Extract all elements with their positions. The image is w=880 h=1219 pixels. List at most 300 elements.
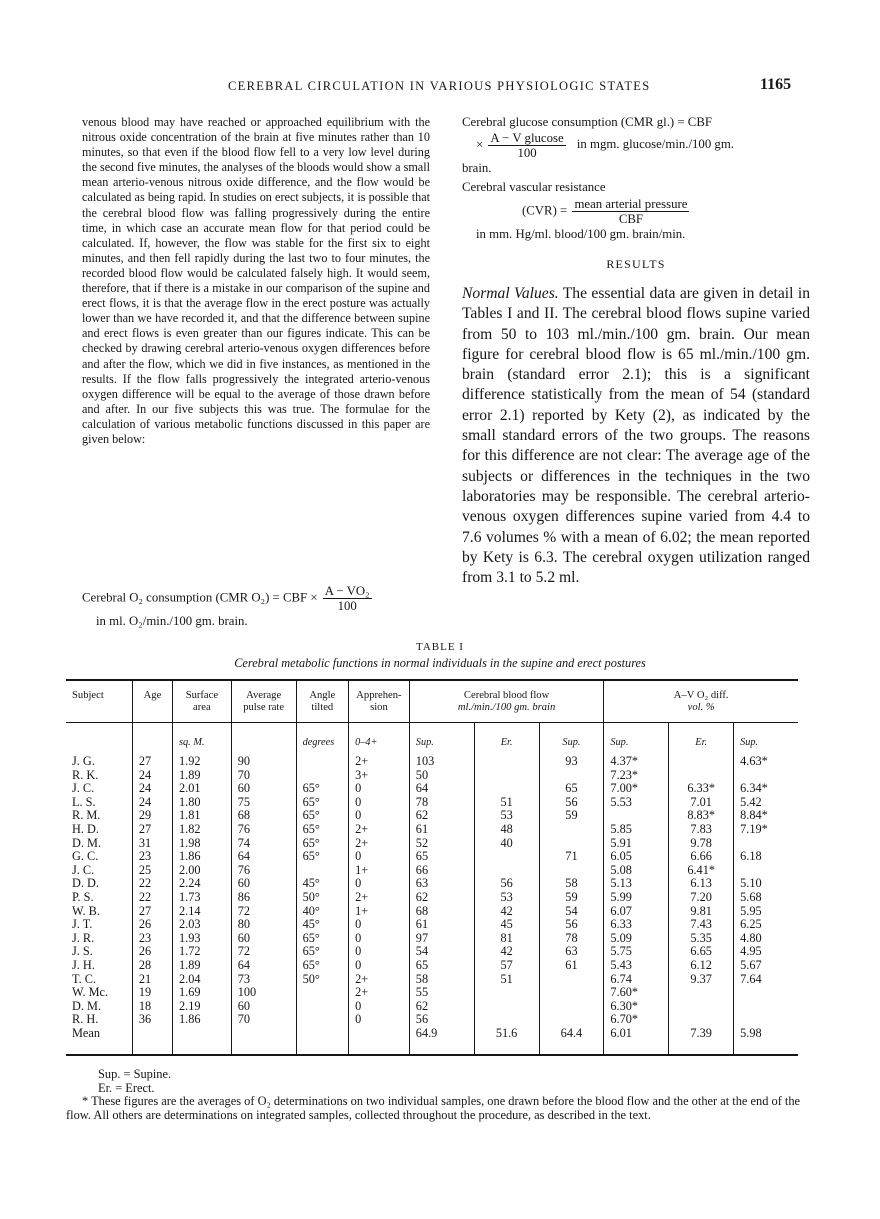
table-cell xyxy=(734,1013,798,1027)
table-cell: 7.00* xyxy=(604,782,669,796)
table-cell: 0 xyxy=(349,918,410,932)
table-cell xyxy=(474,864,539,878)
header-angle: Angle tilted xyxy=(296,680,349,723)
table-row xyxy=(66,755,798,769)
table-cell: 52 xyxy=(409,837,474,851)
table-cell: 1+ xyxy=(349,864,410,878)
table-cell: 97 xyxy=(409,932,474,946)
table-cell: 64 xyxy=(409,782,474,796)
table-cell xyxy=(604,809,669,823)
table-cell xyxy=(296,1013,349,1027)
table-cell: 8.83* xyxy=(669,809,734,823)
unit-cell: Sup. xyxy=(539,723,604,756)
results-heading: RESULTS xyxy=(606,257,666,271)
table-cell: 1.82 xyxy=(173,823,232,837)
table-cell: 6.66 xyxy=(669,850,734,864)
table-cell: 1.73 xyxy=(173,891,232,905)
table-row xyxy=(66,782,798,796)
table-cell: 24 xyxy=(132,796,172,810)
table-cell: 5.09 xyxy=(604,932,669,946)
unit-cell xyxy=(132,723,172,756)
table-cell: 57 xyxy=(474,959,539,973)
table-cell: 5.35 xyxy=(669,932,734,946)
table-cell: D. M. xyxy=(72,998,102,1013)
table-cell: 5.13 xyxy=(604,877,669,891)
table-cell: 60 xyxy=(231,877,296,891)
table-cell: 1.69 xyxy=(173,986,232,1000)
table-cell: 22 xyxy=(132,877,172,891)
table-cell: 27 xyxy=(132,823,172,837)
table-cell: J. C. xyxy=(72,781,95,796)
table-cell: 5.42 xyxy=(734,796,798,810)
table-cell xyxy=(734,864,798,878)
table-cell: 5.99 xyxy=(604,891,669,905)
table-row xyxy=(66,905,798,919)
table-cell: 2.03 xyxy=(173,918,232,932)
table-cell: 22 xyxy=(132,891,172,905)
table-cell: 1.72 xyxy=(173,945,232,959)
table-cell: 56 xyxy=(409,1013,474,1027)
table-cell: 6.74 xyxy=(604,973,669,987)
glucose-units-tail: brain. xyxy=(462,161,492,175)
table-cell: D. M. xyxy=(72,835,102,850)
table-cell xyxy=(474,769,539,783)
table-cell: 40 xyxy=(474,837,539,851)
header-cbf-title: Cerebral blood flow xyxy=(463,690,550,701)
table-row xyxy=(66,877,798,891)
table-cell: 78 xyxy=(539,932,604,946)
table-mean-row xyxy=(66,1027,798,1056)
table-cell: 6.30* xyxy=(604,1000,669,1014)
header-pulse: Average pulse rate xyxy=(231,680,296,723)
mean-cell: 64.9 xyxy=(409,1027,474,1056)
table-cell xyxy=(734,837,798,851)
right-column xyxy=(462,114,810,588)
table-cell: J. G. xyxy=(72,754,95,768)
formula-o2-denominator: 100 xyxy=(337,599,357,613)
table-cell: 7.83 xyxy=(669,823,734,837)
body-paragraph: venous blood may have reached or approached equilibrium with the nitrous oxide concentration of the brain at five minutes rather than 10 minutes, so that even if the blood flow fell to a very low level during the second five minutes, the analyses of the bloods would show a small mean arterio-venous nitrous oxide difference, and the flow would be calculated as being rapid. In studies on erect subjects, it is possible that the cerebral blood flow was falling progressively during the entire time, in which case an accurate mean flow for that period could be calculated. If, however, the flow was stable for the first six to eight minutes, and then fell rapidly during the last two to four minutes, the recorded blood flow would be calculated falsely high. It would seem, therefore, that if there is a mistake in our comparison of the supine and erect flows, it is that the average flow in the erect posture was actually lower than we have recorded it, and that the difference between supine and erect flows is even greater than our figures indicate. This can be checked by drawing cerebral arterio-venous oxygen differences before and after the flow, which we did in five instances, as mentioned in the results. If the flow falls progressively the integrated arterio-venous oxygen difference will be equal to the average of those drawn before and after. In our five subjects this was true. The formulae for the calculation of various metabolic functions discussed in this paper are given below: xyxy=(82,115,430,446)
table-cell: 27 xyxy=(132,905,172,919)
cvr-units: in mm. Hg/ml. blood/100 gm. brain/min. xyxy=(476,227,686,241)
header-age: Age xyxy=(132,680,172,723)
table-cell: 1.92 xyxy=(173,755,232,769)
table-cell xyxy=(539,769,604,783)
table-cell: G. C. xyxy=(72,849,99,864)
table-row xyxy=(66,796,798,810)
table-cell: 61 xyxy=(409,823,474,837)
table-cell: 1.81 xyxy=(173,809,232,823)
header-avo2-units: vol. % xyxy=(687,701,715,713)
table-cell: 54 xyxy=(539,905,604,919)
table-cell: 19 xyxy=(132,986,172,1000)
table-cell: 4.63* xyxy=(734,755,798,769)
formula-o2-consumption xyxy=(82,584,430,630)
table-row xyxy=(66,918,798,932)
table-cell: 7.43 xyxy=(669,918,734,932)
table-cell: 6.18 xyxy=(734,850,798,864)
table-cell: 21 xyxy=(132,973,172,987)
table-cell: 61 xyxy=(409,918,474,932)
table-cell: 50° xyxy=(296,973,349,987)
table-cell: 42 xyxy=(474,945,539,959)
mean-cell xyxy=(349,1027,410,1056)
table-cell: 65 xyxy=(409,959,474,973)
table-cell: 2.24 xyxy=(173,877,232,891)
table-cell: 36 xyxy=(132,1013,172,1027)
table-label: TABLE I xyxy=(416,641,464,653)
table-cell: 48 xyxy=(474,823,539,837)
mean-cell: 6.01 xyxy=(604,1027,669,1056)
table-row xyxy=(66,769,798,783)
table-cell: 0 xyxy=(349,796,410,810)
table-cell: 25 xyxy=(132,864,172,878)
table-cell xyxy=(474,755,539,769)
table-cell: R. K. xyxy=(72,767,99,782)
table-cell: J. R. xyxy=(72,930,95,945)
table-cell: 64 xyxy=(231,959,296,973)
table-cell: 6.05 xyxy=(604,850,669,864)
formula-o2-numerator: A − VO₂ xyxy=(324,584,370,598)
table-cell: 0 xyxy=(349,1013,410,1027)
header-cbf xyxy=(409,680,604,723)
table-cell: 100 xyxy=(231,986,296,1000)
glucose-units: in mgm. glucose/min./100 gm. xyxy=(576,137,734,152)
table-cell xyxy=(296,755,349,769)
table-cell: 62 xyxy=(409,1000,474,1014)
table-cell: D. D. xyxy=(72,876,99,891)
table-cell: 59 xyxy=(539,809,604,823)
table-cell: 78 xyxy=(409,796,474,810)
table-cell: 65° xyxy=(296,809,349,823)
glucose-numerator: A − V glucose xyxy=(490,131,564,145)
table-row xyxy=(66,1000,798,1014)
table-row xyxy=(66,1013,798,1027)
table-cell: 9.78 xyxy=(669,837,734,851)
table-cell: 2.04 xyxy=(173,973,232,987)
table-cell: 4.80 xyxy=(734,932,798,946)
table-cell: 45 xyxy=(474,918,539,932)
table-row xyxy=(66,837,798,851)
table-footnotes xyxy=(66,1067,822,1122)
unit-cell: degrees xyxy=(296,723,349,756)
table-cell: 0 xyxy=(349,932,410,946)
table-cell: 5.08 xyxy=(604,864,669,878)
table-cell: 4.95 xyxy=(734,945,798,959)
table-cell: 31 xyxy=(132,837,172,851)
table-cell: 68 xyxy=(231,809,296,823)
table-cell: 1.98 xyxy=(173,837,232,851)
table-cell: J. T. xyxy=(72,917,93,932)
table-cell: 6.70* xyxy=(604,1013,669,1027)
table-cell: 65° xyxy=(296,945,349,959)
glucose-denominator: 100 xyxy=(517,146,537,160)
table-cell: 65 xyxy=(539,782,604,796)
table-cell xyxy=(296,864,349,878)
left-column xyxy=(82,115,430,447)
table-cell: R. H. xyxy=(72,1012,99,1027)
table-cell: 5.75 xyxy=(604,945,669,959)
table-cell: 103 xyxy=(409,755,474,769)
table-cell: 63 xyxy=(409,877,474,891)
table-cell: 65° xyxy=(296,932,349,946)
table-row xyxy=(66,932,798,946)
table-cell: 0 xyxy=(349,945,410,959)
table-cell: 65° xyxy=(296,959,349,973)
table-cell xyxy=(669,769,734,783)
table-cell: 9.37 xyxy=(669,973,734,987)
table-cell: 5.95 xyxy=(734,905,798,919)
table-row xyxy=(66,850,798,864)
table-cell: 6.34* xyxy=(734,782,798,796)
table-cell xyxy=(539,1013,604,1027)
table-cell: 42 xyxy=(474,905,539,919)
table-cell: 5.67 xyxy=(734,959,798,973)
unit-cell: 0–4+ xyxy=(349,723,410,756)
table-cell: 2.00 xyxy=(173,864,232,878)
table-cell: 4.37* xyxy=(604,755,669,769)
table-cell: 1.86 xyxy=(173,1013,232,1027)
table-cell: 81 xyxy=(474,932,539,946)
mean-cell xyxy=(296,1027,349,1056)
table-row xyxy=(66,986,798,1000)
table-cell: R. M. xyxy=(72,808,101,823)
table-cell: 26 xyxy=(132,945,172,959)
table-cell xyxy=(669,1000,734,1014)
glucose-formula-lhs: Cerebral glucose consumption (CMR gl.) = CBF xyxy=(462,115,712,129)
table-cell: 60 xyxy=(231,932,296,946)
table-cell: 9.81 xyxy=(669,905,734,919)
table-cell: 90 xyxy=(231,755,296,769)
cvr-fraction xyxy=(572,197,689,226)
table-cell xyxy=(474,986,539,1000)
data-table xyxy=(66,679,798,1056)
unit-cell: Er. xyxy=(474,723,539,756)
table-cell: 23 xyxy=(132,850,172,864)
table-cell: 5.68 xyxy=(734,891,798,905)
header-avo2-title: A–V O₂ diff. xyxy=(673,690,729,701)
table-cell: 7.64 xyxy=(734,973,798,987)
table-cell xyxy=(474,1013,539,1027)
table-cell: 2+ xyxy=(349,837,410,851)
running-head xyxy=(0,76,880,98)
table-cell: 76 xyxy=(231,823,296,837)
table-cell: 3+ xyxy=(349,769,410,783)
table-cell: 65° xyxy=(296,823,349,837)
table-cell: 80 xyxy=(231,918,296,932)
table-cell: 50° xyxy=(296,891,349,905)
table-cell: 64 xyxy=(231,850,296,864)
table-cell: 0 xyxy=(349,850,410,864)
table-cell: 72 xyxy=(231,945,296,959)
table-cell: J. C. xyxy=(72,862,95,877)
table-cell: 45° xyxy=(296,918,349,932)
table-cell xyxy=(296,769,349,783)
table-cell xyxy=(539,837,604,851)
table-cell: W. Mc. xyxy=(72,985,109,1000)
table-cell: 2.19 xyxy=(173,1000,232,1014)
table-cell: 53 xyxy=(474,809,539,823)
table-cell: 7.19* xyxy=(734,823,798,837)
cvr-numerator: mean arterial pressure xyxy=(574,197,688,211)
table-cell: 27 xyxy=(132,755,172,769)
table-cell: 73 xyxy=(231,973,296,987)
table-cell xyxy=(734,1000,798,1014)
table-cell: 86 xyxy=(231,891,296,905)
table-cell: 7.60* xyxy=(604,986,669,1000)
page-number: 1165 xyxy=(760,76,792,93)
table-cell: 1.80 xyxy=(173,796,232,810)
table-cell: 6.12 xyxy=(669,959,734,973)
table-cell: 5.91 xyxy=(604,837,669,851)
table-cell: 60 xyxy=(231,782,296,796)
table-cell: 56 xyxy=(539,918,604,932)
table-cell xyxy=(734,986,798,1000)
table-cell: 0 xyxy=(349,959,410,973)
table-cell: 2+ xyxy=(349,755,410,769)
table-cell: 45° xyxy=(296,877,349,891)
table-cell: 7.20 xyxy=(669,891,734,905)
table-cell: P. S. xyxy=(72,889,94,904)
table-cell: 74 xyxy=(231,837,296,851)
table-cell: 24 xyxy=(132,769,172,783)
table-cell: 70 xyxy=(231,769,296,783)
cvr-formula xyxy=(462,197,810,226)
header-apprehension: Apprehen- sion xyxy=(349,680,410,723)
resistance-label: Cerebral vascular resistance xyxy=(462,180,606,194)
table-cell: 75 xyxy=(231,796,296,810)
mean-cell xyxy=(173,1027,232,1056)
header-surface-area: Surface area xyxy=(173,680,232,723)
table-cell: 6.07 xyxy=(604,905,669,919)
table-row xyxy=(66,973,798,987)
unit-cell xyxy=(66,723,132,756)
table-cell: 65° xyxy=(296,837,349,851)
mean-cell: Mean xyxy=(66,1027,132,1056)
table-cell: 6.33 xyxy=(604,918,669,932)
table-caption: Cerebral metabolic functions in normal individuals in the supine and erect postures xyxy=(234,656,646,670)
table-cell: 51 xyxy=(474,796,539,810)
table-cell: 71 xyxy=(539,850,604,864)
table-cell: 65° xyxy=(296,850,349,864)
table-cell: 1.93 xyxy=(173,932,232,946)
table-cell: 2.14 xyxy=(173,905,232,919)
table-row xyxy=(66,959,798,973)
glucose-fraction xyxy=(488,131,565,160)
table-row xyxy=(66,891,798,905)
table-row xyxy=(66,864,798,878)
table-cell: 68 xyxy=(409,905,474,919)
table-cell: 2+ xyxy=(349,986,410,1000)
table-cell: 24 xyxy=(132,782,172,796)
table-cell xyxy=(296,1000,349,1014)
table-cell: W. B. xyxy=(72,903,100,918)
mean-cell: 51.6 xyxy=(474,1027,539,1056)
table-header-row xyxy=(66,680,798,723)
header-cbf-units: ml./min./100 gm. brain xyxy=(457,701,556,713)
table-row xyxy=(66,823,798,837)
mean-cell xyxy=(132,1027,172,1056)
table-row xyxy=(66,809,798,823)
table-cell: 28 xyxy=(132,959,172,973)
table-cell: 18 xyxy=(132,1000,172,1014)
mean-cell: 5.98 xyxy=(734,1027,798,1056)
table-cell xyxy=(669,986,734,1000)
table-cell: 60 xyxy=(231,1000,296,1014)
table-cell xyxy=(539,973,604,987)
mean-cell: 7.39 xyxy=(669,1027,734,1056)
table-cell: 2+ xyxy=(349,823,410,837)
table-cell xyxy=(474,1000,539,1014)
cvr-lhs: (CVR) = xyxy=(522,203,568,218)
table-cell: 93 xyxy=(539,755,604,769)
table-cell: 5.85 xyxy=(604,823,669,837)
cvr-denominator: CBF xyxy=(618,212,644,226)
table-cell: 63 xyxy=(539,945,604,959)
footnote-asterisk: * These figures are the averages of O₂ determinations on two individual samples, one drawn before the blood flow and the other at the end of the flow. All others are determinations on integrated samples, collected throughout the procedure, as described in the text. xyxy=(66,1094,801,1122)
formula-o2-units: in ml. O₂/min./100 gm. brain. xyxy=(96,614,248,628)
footnote-sup: Sup. = Supine. xyxy=(98,1067,172,1081)
results-body: The essential data are given in detail in Tables I and II. The cerebral blood flows supine varied from 50 to 103 ml./min./100 gm. brain. Our mean figure for cerebral blood flow is 65 ml./min./100 gm. brain (standard error 2.1); this is a significant difference statistically from the mean of 54 (standard error 2.1) reported by Kety (2), as indicated by the small standard errors of the two groups. The reasons for this difference are not clear: The average age of the subjects or differences in the techniques in the two laboratories may be responsible. The cerebral arterio-venous oxygen differences supine varied from 4.4 to 7.6 volumes % with a mean of 6.02; the mean reported by Kety is 6.3. The cerebral oxygen utilization ranged from 3.1 to 5.2 ml. xyxy=(462,285,810,587)
table-cell: 2+ xyxy=(349,891,410,905)
unit-cell: sq. M. xyxy=(173,723,232,756)
unit-cell: Sup. xyxy=(734,723,798,756)
table-cell: 0 xyxy=(349,877,410,891)
table-cell: 70 xyxy=(231,1013,296,1027)
table-cell: 72 xyxy=(231,905,296,919)
table-cell: 5.53 xyxy=(604,796,669,810)
table-cell: 0 xyxy=(349,1000,410,1014)
table-cell xyxy=(734,769,798,783)
table-cell: 5.10 xyxy=(734,877,798,891)
table-cell xyxy=(539,986,604,1000)
table-cell: 53 xyxy=(474,891,539,905)
table-cell: H. D. xyxy=(72,821,99,836)
table-cell: 1.89 xyxy=(173,959,232,973)
table-cell: 65° xyxy=(296,796,349,810)
mean-cell: 64.4 xyxy=(539,1027,604,1056)
table-cell xyxy=(474,850,539,864)
table-cell: 54 xyxy=(409,945,474,959)
header-subject: Subject xyxy=(66,680,132,723)
table-row xyxy=(66,945,798,959)
header-avo2 xyxy=(604,680,798,723)
table-cell: 6.13 xyxy=(669,877,734,891)
glucose-formula-rhs xyxy=(462,131,810,160)
table-cell: 1+ xyxy=(349,905,410,919)
table-cell: J. H. xyxy=(72,957,95,972)
table-cell: L. S. xyxy=(72,794,96,809)
table-cell: 1.89 xyxy=(173,769,232,783)
table-cell: 66 xyxy=(409,864,474,878)
table-cell: 50 xyxy=(409,769,474,783)
table-cell xyxy=(539,864,604,878)
formula-o2-lhs: Cerebral O₂ consumption (CMR O₂) = CBF × xyxy=(82,590,318,605)
table-cell: 5.43 xyxy=(604,959,669,973)
table-cell: 8.84* xyxy=(734,809,798,823)
mean-cell xyxy=(231,1027,296,1056)
table-cell: 56 xyxy=(539,796,604,810)
table-cell: T. C. xyxy=(72,971,97,986)
table-cell: 62 xyxy=(409,891,474,905)
table-cell: 0 xyxy=(349,782,410,796)
table-cell: 2+ xyxy=(349,973,410,987)
table-cell xyxy=(296,986,349,1000)
table-cell: 62 xyxy=(409,809,474,823)
footnote-er: Er. = Erect. xyxy=(98,1080,155,1095)
table-cell: 55 xyxy=(409,986,474,1000)
table-cell: 58 xyxy=(409,973,474,987)
